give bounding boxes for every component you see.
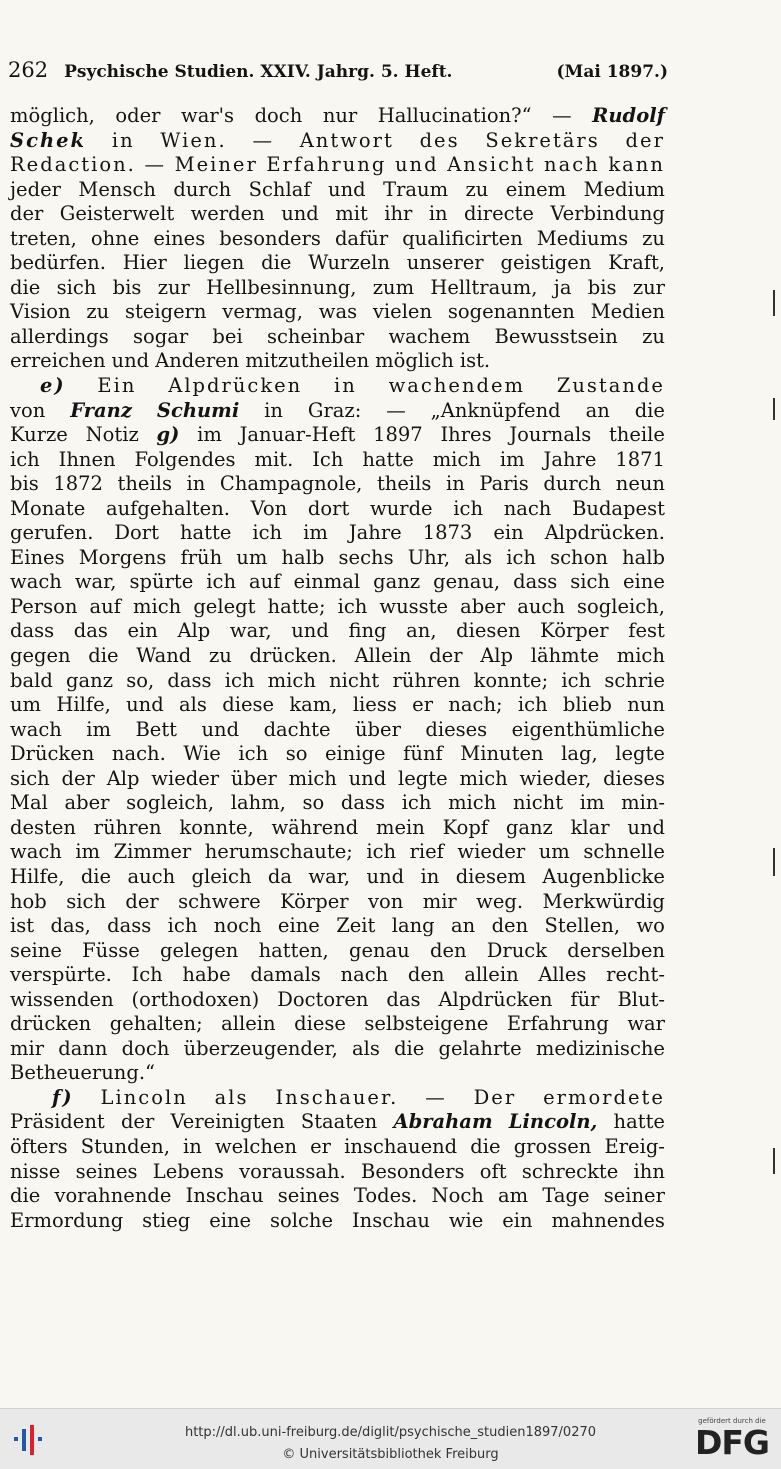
text-line: wach im Bett und dachte über dieses eigenthümliche (10, 717, 665, 741)
text-line: gegen die Wand zu drücken. Allein der Alp lähmte mich (10, 644, 665, 668)
text-line: e) Ein Alpdrücken in wachendem Zustande (40, 374, 665, 398)
text-line: öfters Stunden, in welchen er inschauend die grossen Ereig- (10, 1134, 665, 1158)
text-line: allerdings sogar bei scheinbar wachem Bewusstsein zu (10, 324, 665, 348)
text-line: ich Ihnen Folgendes mit. Ich hatte mich im Jahre 1871 (10, 447, 665, 471)
text-line: Monate aufgehalten. Von dort wurde ich nach Budapest (10, 496, 665, 520)
text-line: Schek in Wien. — Antwort des Sekretärs der (10, 128, 665, 152)
text-line: Person auf mich gelegt hatte; ich wusste aber auch sogleich, (10, 594, 665, 618)
text-line: Redaction. — Meiner Erfahrung und Ansicht nach kann (10, 153, 665, 177)
text-line: dass das ein Alp war, und fing an, diesen Körper fest (10, 619, 665, 643)
margin-mark (773, 290, 775, 316)
text-line: wach im Zimmer herumschaute; ich rief wieder um schnelle (10, 840, 665, 864)
journal-title: Psychische Studien. XXIV. Jahrg. 5. Heft. (64, 62, 453, 82)
text-line: Eines Morgens früh um halb sechs Uhr, als ich schon halb (10, 545, 665, 569)
text-line: bald ganz so, dass ich mich nicht rühren konnte; ich schrie (10, 668, 665, 692)
issue-date: (Mai 1897.) (556, 62, 668, 82)
text-line: die vorahnende Inschau seines Todes. Noch am Tage seiner (10, 1184, 665, 1208)
margin-mark (773, 848, 775, 876)
text-line: desten rühren konnte, während mein Kopf ganz klar und (10, 815, 665, 839)
text-line: erreichen und Anderen mitzutheilen möglich ist. (10, 349, 491, 373)
text-line: Drücken nach. Wie ich so einige fünf Minuten lag, legte (10, 742, 665, 766)
body-text (10, 104, 665, 1233)
text-line: Vision zu steigern vermag, was vielen sogenannten Medien (10, 300, 665, 324)
text-line: Ermordung stieg eine solche Inschau wie ein mahnendes (10, 1208, 665, 1232)
text-line: seine Füsse gelegen hatten, genau den Druck derselben (10, 938, 665, 962)
text-line: Mal aber sogleich, lahm, so dass ich mich nicht im min- (10, 791, 665, 815)
running-head (8, 58, 668, 88)
text-line: hob sich der schwere Körper von mir weg. Merkwürdig (10, 889, 665, 913)
text-line: Hilfe, die auch gleich da war, und in diesem Augenblicke (10, 864, 665, 888)
dfg-logo (690, 1417, 774, 1465)
text-line: mir dann doch überzeugender, als die gelahrte medizinische (10, 1036, 665, 1060)
footer-bar (0, 1408, 781, 1469)
text-line: nisse seines Lebens voraussah. Besonders oft schreckte ihn (10, 1159, 665, 1183)
text-line: jeder Mensch durch Schlaf und Traum zu einem Medium (10, 177, 665, 201)
page-number: 262 (8, 58, 49, 82)
text-line: bis 1872 theils in Champagnole, theils in Paris durch neun (10, 472, 665, 496)
text-line: Betheuerung.“ (10, 1061, 155, 1085)
text-line: wissenden (orthodoxen) Doctoren das Alpdrücken für Blut- (10, 987, 665, 1011)
dfg-caption: gefördert durch die (698, 1417, 766, 1425)
text-line: wach war, spürte ich auf einmal ganz genau, dass sich eine (10, 570, 665, 594)
document-url-link[interactable]: http://dl.ub.uni-freiburg.de/diglit/psychische_studien1897/0270 (184, 1425, 597, 1440)
text-line: f) Lincoln als Inschauer. — Der ermordete (52, 1085, 665, 1109)
text-line: die sich bis zur Hellbesinnung, zum Helltraum, ja bis zur (10, 275, 665, 299)
text-line: gerufen. Dort hatte ich im Jahre 1873 ein Alpdrücken. (10, 521, 665, 545)
text-line: Präsident der Vereinigten Staaten Abraham Lincoln, hatte (10, 1110, 665, 1134)
copyright-text: © Universitätsbibliothek Freiburg (282, 1447, 499, 1462)
text-line: verspürte. Ich habe damals nach den allein Alles recht- (10, 963, 665, 987)
margin-mark (773, 1148, 775, 1174)
text-line: der Geisterwelt werden und mit ihr in directe Verbindung (10, 202, 665, 226)
dfg-wordmark: DFG (694, 1423, 770, 1462)
text-line: möglich, oder war's doch nur Hallucination?“ — Rudolf (10, 104, 665, 127)
text-line: von Franz Schumi in Graz: — „Anknüpfend an die (10, 398, 665, 422)
text-line: treten, ohne eines besonders dafür qualificirten Mediums zu (10, 226, 665, 250)
text-line: bedürfen. Hier liegen die Wurzeln unserer geistigen Kraft, (10, 251, 665, 275)
margin-mark (773, 398, 775, 420)
text-line: ist das, dass ich noch eine Zeit lang an den Stellen, wo (10, 914, 665, 938)
text-line: um Hilfe, und als diese kam, liess er nach; ich blieb nun (10, 693, 665, 717)
text-line: sich der Alp wieder über mich und legte mich wieder, dieses (10, 766, 665, 790)
text-line: drücken gehalten; allein diese selbsteigene Erfahrung war (10, 1012, 665, 1036)
text-line: Kurze Notiz g) im Januar-Heft 1897 Ihres Journals theile (10, 423, 665, 447)
